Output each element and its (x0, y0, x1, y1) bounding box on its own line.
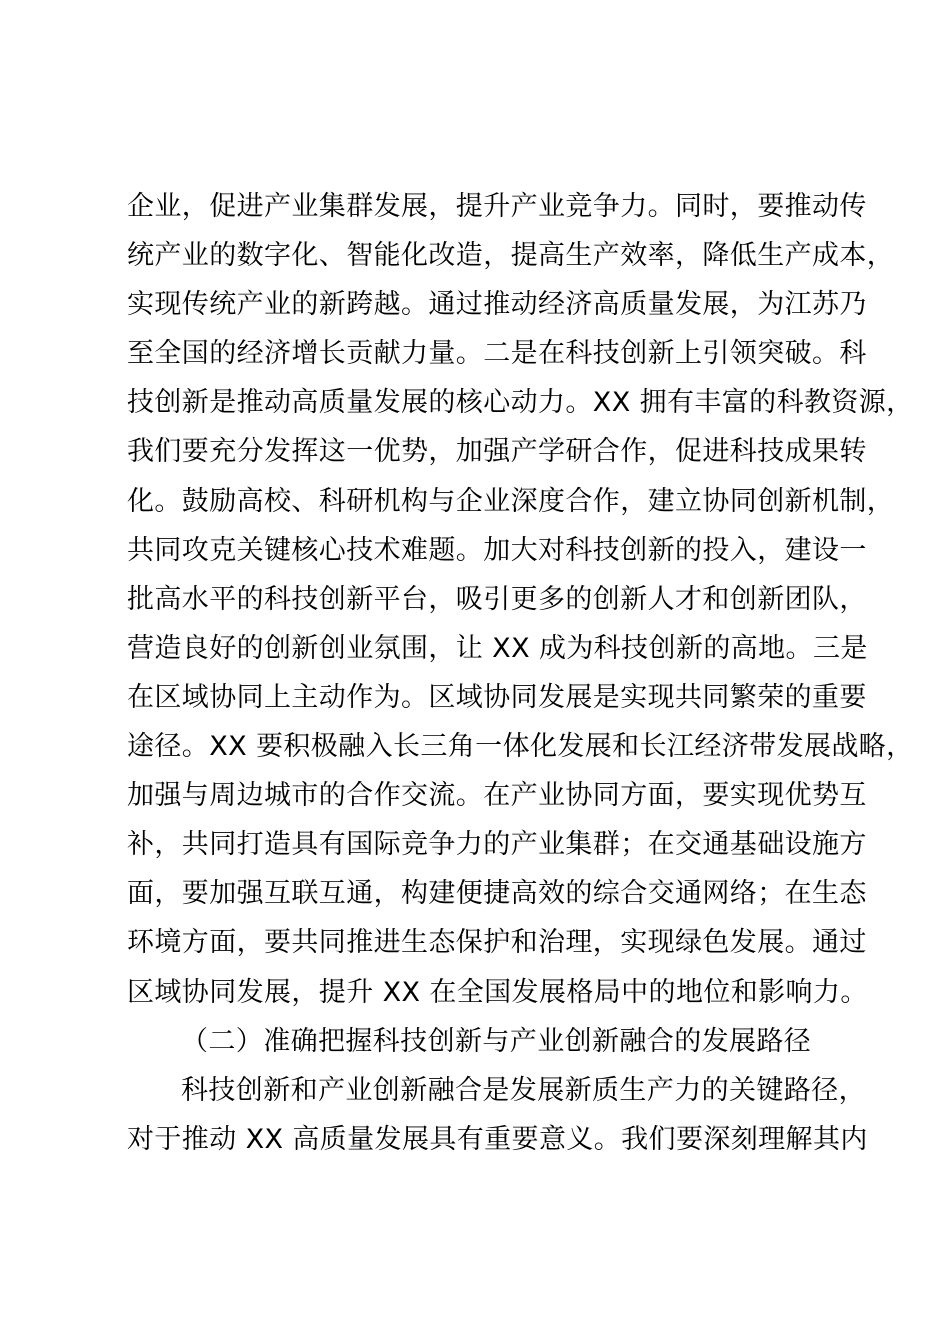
text-line: 至全国的经济增长贡献力量。二是在科技创新上引领突破。科 (127, 338, 867, 370)
section-heading: （二）准确把握科技创新与产业创新融合的发展路径 (181, 1025, 812, 1057)
text-line: 途径。XX 要积极融入长三角一体化发展和长江经济带发展战略， (127, 731, 914, 763)
text-line: 区域协同发展，提升 XX 在全国发展格局中的地位和影响力。 (127, 976, 868, 1008)
text-line: 环境方面，要共同推进生态保护和治理，实现绿色发展。通过 (127, 927, 867, 959)
text-line: 企业，促进产业集群发展，提升产业竞争力。同时，要推动传 (127, 191, 867, 222)
text-line: 对于推动 XX 高质量发展具有重要意义。我们要深刻理解其内 (127, 1123, 868, 1155)
text-line: 统产业的数字化、智能化改造，提高生产效率，降低生产成本， (127, 240, 895, 272)
text-line: 批高水平的科技创新平台，吸引更多的创新人才和创新团队， (127, 583, 867, 615)
text-line: 面，要加强互联互通，构建便捷高效的综合交通网络；在生态 (127, 878, 867, 910)
text-line: 我们要充分发挥这一优势，加强产学研合作，促进科技成果转 (127, 436, 867, 468)
paragraph-first-line: 科技创新和产业创新融合是发展新质生产力的关键路径， (181, 1074, 866, 1106)
text-line: 技创新是推动高质量发展的核心动力。XX 拥有丰富的科教资源， (127, 387, 914, 419)
text-line: 加强与周边城市的合作交流。在产业协同方面，要实现优势互 (127, 780, 867, 812)
text-line: 在区域协同上主动作为。区域协同发展是实现共同繁荣的重要 (127, 681, 867, 713)
text-line: 化。鼓励高校、科研机构与企业深度合作，建立协同创新机制， (127, 485, 895, 517)
document-body (127, 182, 914, 1164)
text-line: 补，共同打造具有国际竞争力的产业集群；在交通基础设施方 (127, 829, 867, 861)
text-line: 实现传统产业的新跨越。通过推动经济高质量发展，为江苏乃 (127, 289, 867, 321)
text-line: 营造良好的创新创业氛围，让 XX 成为科技创新的高地。三是 (127, 632, 868, 664)
text-line: 共同攻克关键核心技术难题。加大对科技创新的投入，建设一 (127, 534, 867, 566)
